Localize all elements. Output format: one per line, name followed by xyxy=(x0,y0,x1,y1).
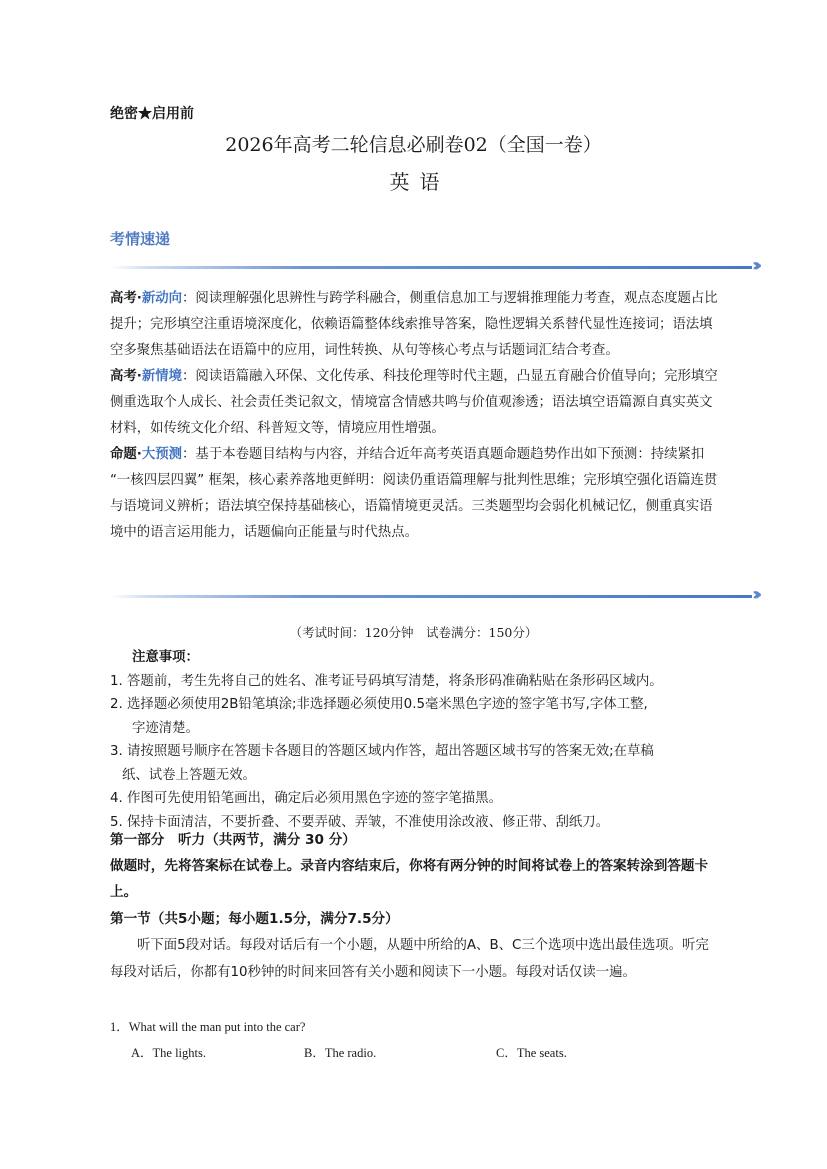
note-item: 4. 作图可先使用铅笔画出，确定后必须用黑色字迹的签字笔描黑。 xyxy=(110,791,502,806)
info-block-forecast: 命题·大预测：基于本卷题目结构与内容，并结合近年高考英语真题命题趋势作出如下预测：持续紧扣 “一核四层四翼” 框架，核心素养落地更鲜明：阅读仍重语篇理解与批判性思维；完形填空强化语篇连贯与语境词义辨析；语法填空保持基础核心，语篇情境更灵活。三类题型均会弱化机械记忆，侧重真实语境中的语言运用能力，话题偏向正能量与时代热点。 xyxy=(110,447,718,540)
chevron-right-icon: ››› xyxy=(752,584,757,605)
section1-title: 第一节（共5小题；每小题1.5分，满分7.5分） xyxy=(110,911,399,927)
bottom-divider xyxy=(110,595,752,598)
top-divider xyxy=(110,266,752,269)
confidential-mark: 绝密★启用前 xyxy=(110,106,194,122)
note-item: 3. 请按照题号顺序在答题卡各题目的答题区域内作答，超出答题区域书写的答案无效;在草稿 xyxy=(110,744,654,759)
question-1-option-b[interactable]: B．The radio. xyxy=(304,1046,377,1060)
part1-instruction: 做题时，先将答案标在试卷上。录音内容结束后，你将有两分钟的时间将试卷上的答案转涂到答题卡上。 xyxy=(110,858,709,900)
note-item-continued: 纸、试卷上答题无效。 xyxy=(122,767,256,783)
info-block-trend: 高考·新动向：阅读理解强化思辨性与跨学科融合，侧重信息加工与逻辑推理能力考查，观点态度题占比提升；完形填空注重语境深度化，依赖语篇整体线索推导答案，隐性逻辑关系替代显性连接词；语法填空多聚焦基础语法在语篇中的应用，词性转换、从句等核心考点与话题词汇结合考查。 xyxy=(110,291,718,358)
notes-heading: 注意事项： xyxy=(132,650,199,665)
note-item: 2. 选择题必须使用2B铅笔填涂;非选择题必须使用0.5毫米黑色字迹的签字笔书写,字体工整, xyxy=(110,697,648,712)
question-1-option-c[interactable]: C．The seats. xyxy=(496,1046,567,1060)
chevron-right-icon: ››› xyxy=(752,255,757,276)
note-item-continued: 字迹清楚。 xyxy=(132,720,199,736)
note-item: 1. 答题前，考生先将自己的姓名、准考证号码填写清楚，将条形码准确粘贴在条形码区域内。 xyxy=(110,673,663,689)
section1-instruction: 听下面5段对话。每段对话后有一个小题，从题中所给的A、B、C三个选项中选出最佳选项。听完每段对话后，你都有10秒钟的时间来回答有关小题和阅读下一小题。每段对话仅读一遍。 xyxy=(110,938,709,980)
question-1-stem: 1．What will the man put into the car? xyxy=(110,1020,306,1034)
notes-section xyxy=(110,646,725,834)
exam-time-info: （考试时间：120分钟 试卷满分：150分） xyxy=(289,625,538,640)
note-item: 5. 保持卡面清洁，不要折叠、不要弄破、弄皱，不准使用涂改液、修正带、刮纸刀。 xyxy=(110,814,610,830)
question-1-option-a[interactable]: A．The lights. xyxy=(131,1046,206,1060)
info-section-heading: 考情速递 xyxy=(110,230,171,248)
subject-title: 英语 xyxy=(389,170,450,194)
part1-title: 第一部分 听力（共两节，满分 30 分） xyxy=(110,832,356,848)
exam-title: 2026年高考二轮信息必刷卷02（全国一卷） xyxy=(225,134,602,156)
info-content xyxy=(110,286,720,546)
info-block-context: 高考·新情境：阅读语篇融入环保、文化传承、科技伦理等时代主题，凸显五育融合价值导向；完形填空侧重选取个人成长、社会责任类记叙文，情境富含情感共鸣与价值观渗透；语法填空语篇源自真实英文材料，如传统文化介绍、科普短文等，情境应用性增强。 xyxy=(110,369,718,436)
